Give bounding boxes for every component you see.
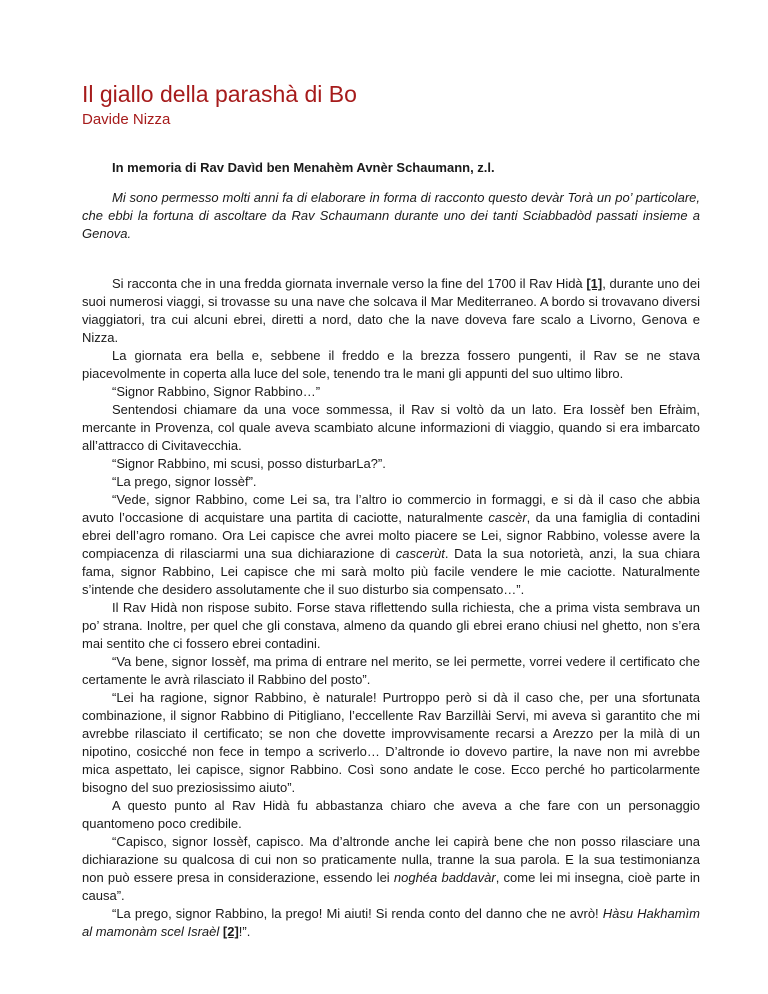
document-title: Il giallo della parashà di Bo: [82, 81, 357, 107]
italic-term: cascèr: [488, 510, 527, 525]
paragraph: Sentendosi chiamare da una voce sommessa, il Rav si voltò da un lato. Era Iossèf ben Efràim, mercante in Provenza, col quale aveva scambiato alcune informazioni di viaggio, quando si era imbarcato all’attracco di Civitavecchia.: [82, 402, 700, 453]
paragraph: [82, 491, 700, 599]
paragraph: “Signor Rabbino, mi scusi, posso disturbarLa?”.: [112, 456, 386, 471]
paragraph: La giornata era bella e, sebbene il freddo e la brezza fossero pungenti, il Rav se ne stava piacevolmente in coperta alla luce del sole, tenendo tra le mani gli appunti del suo ultimo libro.: [82, 348, 700, 381]
text-span: “Vede, signor Rabbino, come Lei sa, tra l’altro io commercio in formaggi, e si dà il caso che abbia avuto l’occasione di acquistare una partita di caciotte, naturalmente: [82, 492, 700, 525]
story-body: [82, 275, 700, 941]
paragraph: Il Rav Hidà non rispose subito. Forse stava riflettendo sulla richiesta, che a prima vista sembrava un po’ strana. Inoltre, per quel che gli constava, almeno da quando gli ebrei erano chiusi nel ghetto, non s’era mai sentito che ci fossero ebrei contadini.: [82, 600, 700, 651]
author-name: Davide Nizza: [82, 111, 171, 128]
text-span: , da una famiglia di contadini ebrei dell’agro romano. Ora Lei capisce che avrei molto piacere se Lei, signor Rabbino, volesse avere la compiacenza di rilasciarmi una sua dichiarazione di: [82, 510, 701, 561]
italic-term: noghéa baddavàr: [393, 870, 496, 885]
paragraph: “La prego, signor Iossèf”.: [112, 474, 257, 489]
text-span: Si racconta che in una fredda giornata invernale verso la fine del 1700 il Rav Hidà: [112, 276, 587, 291]
italic-term: cascerùt: [395, 546, 445, 561]
paragraph: [82, 905, 700, 941]
text-span: , come lei mi insegna, cioè parte in causa”.: [82, 870, 700, 903]
text-span: “La prego, signor Rabbino, la prego! Mi aiuti! Si renda conto del danno che ne avrò!: [112, 906, 603, 921]
paragraph: [82, 833, 700, 905]
footnote-link-2[interactable]: [2]: [222, 924, 239, 939]
footnote-link-1[interactable]: [1]: [586, 276, 603, 291]
paragraph: A questo punto al Rav Hidà fu abbastanza chiaro che aveva a che fare con un personaggio quantomeno poco credibile.: [82, 798, 700, 831]
text-span: , durante uno dei suoi numerosi viaggi, si trovasse su una nave che solcava il Mar Mediterraneo. A bordo si trovavano diversi viaggiatori, tra cui alcuni ebrei, diretti a nord, dato che la nave doveva fare scalo a Livorno, Genova e Nizza.: [82, 276, 700, 345]
paragraph: “Lei ha ragione, signor Rabbino, è naturale! Purtroppo però si dà il caso che, per una sfortunata combinazione, il signor Rabbino di Pitigliano, l’eccellente Rav Barzillài Servi, mi aveva sì garantito che mi avrebbe rilasciato il certificato; se non che dovette improvvisamente recarsi a Arezzo per la milà di un nipotino, cosicché non fece in tempo a scriverlo… D’altronde io dovevo partire, la nave non mi avrebbe mica aspettato, lei capisce, signor Rabbino. Così sono andate le cose. Ecco perché ho particolarmente bisogno del suo preziosissimo aiuto”.: [82, 690, 700, 795]
paragraph: “Va bene, signor Iossèf, ma prima di entrare nel merito, se lei permette, vorrei vedere il certificato che certamente le avrà rilasciato il Rabbino del posto”.: [82, 654, 700, 687]
paragraph: [82, 275, 700, 347]
intro-paragraph: Mi sono permesso molti anni fa di elaborare in forma di racconto questo devàr Torà un po’ particolare, che ebbi la fortuna di ascoltare da Rav Schaumann durante uno dei tanti Sciabbadòd passati insieme a Genova.: [82, 190, 700, 241]
text-span: “Capisco, signor Iossèf, capisco. Ma d’altronde anche lei capirà bene che non posso rilasciare una dichiarazione su qualcosa di cui non so praticamente nulla, tranne la sua parola. E la sua testimonianza non può essere presa in considerazione, essendo lei: [82, 834, 700, 885]
text-span: !”.: [238, 924, 251, 939]
dedication: In memoria di Rav Davìd ben Menahèm Avnèr Schaumann, z.l.: [112, 160, 495, 175]
document-page: [82, 80, 700, 941]
text-span: . Data la sua notorietà, anzi, la sua chiara fama, signor Rabbino, Lei capisce che mi sarà molto più facile vendere le mie caciotte. Naturalmente s’intende che desidero assolutamente che il suo disturbo sia compensato…”.: [82, 546, 700, 597]
paragraph: “Signor Rabbino, Signor Rabbino…”: [112, 384, 321, 399]
italic-term: Hàsu Hakhamìm al mamonàm scel Israèl: [82, 906, 700, 939]
